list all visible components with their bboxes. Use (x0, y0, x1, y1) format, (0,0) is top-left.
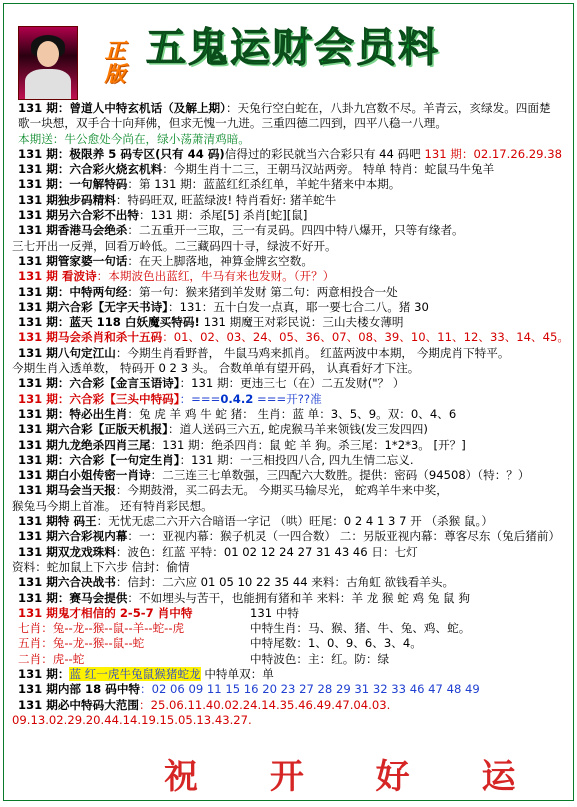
text-line (4, 361, 573, 376)
text-segment: 中特单双：单 (200, 666, 274, 681)
text-line (4, 698, 573, 713)
text-line (4, 560, 573, 575)
text-segment: ：一：亚视内幕：猴子机灵（一四合数） 二：另版亚视内幕：尊客尽东（兔后猪前） (127, 529, 561, 544)
page-title: 五鬼运财会员料 (146, 25, 440, 71)
text-segment: 131 期：六合彩火烧玄机料 (18, 162, 163, 177)
text-segment: 131 期：02.17.26.29.38 (424, 146, 562, 161)
text-segment: 中特尾数：1、0、9、6、3、4。 (250, 636, 422, 651)
text-segment: ：131 期：杀尾[5] 杀肖[蛇][鼠] (139, 208, 308, 223)
text-segment: 131 期香港马会绝杀 (18, 223, 128, 238)
text-segment: 131 期：六合彩【三头中特码】 (18, 391, 180, 406)
text-segment: 三七开出一反弹，回看万岭低。二三藏码四十寻，绿波不好开。 (12, 238, 337, 253)
text-segment: 中特波色：主：红。防：绿 (250, 651, 390, 666)
text-line (4, 407, 573, 422)
text-segment: ：第 131 期：蓝蓝红红杀红单，羊蛇牛猪来中本期。 (127, 177, 401, 192)
text-line (4, 269, 573, 284)
text-segment: 今期生肖入透单数， 特码开 0 2 3 头。 合数单单有望开码， 认真看好才下注。 (12, 361, 420, 376)
text-segment: ：今期生肖十二三，王朝马汉站两旁。 特单 特肖：蛇鼠马牛兔羊 (162, 162, 495, 177)
text-segment: 131 期魔王对彩民说：三山夫楼女薄明 (203, 315, 404, 330)
text-segment: ：兔 虎 羊 鸡 牛 蛇 猪： 生肖：蓝 单：3、5、9。双：0、4、6 (127, 406, 457, 421)
text-line (4, 545, 573, 560)
text-segment: ：131 期：更违三七（在）二五发财("？ ） (179, 376, 405, 391)
text-segment: 131 期：特必出生肖 (18, 406, 128, 421)
text-line (4, 499, 573, 514)
text-line (4, 346, 573, 361)
text-segment: 131 期：赛马会提供 (18, 590, 128, 605)
text-segment: 131 期：蓝天 118 白妖魔买特码! (18, 315, 204, 330)
text-segment: ：信封：二六应 01 05 10 22 35 44 来料：古角虹 欲钱看羊头。 (115, 575, 455, 590)
text-segment: 131 期：六合彩【金言玉语诗】 (18, 376, 180, 391)
text-segment: 131 期双龙戏珠料 (18, 544, 116, 559)
text-segment: ：二三连三七单数强，三四配六大数胜。提供：密码（94508）（特：？） (150, 468, 530, 483)
tail-lines (4, 667, 573, 728)
text-segment: 131 期：一句解特码 (18, 177, 128, 192)
text-line (4, 147, 573, 162)
text-line (4, 162, 573, 177)
text-segment: 七肖：兔--龙--猴--鼠--羊--蛇--虎 (18, 621, 185, 636)
text-segment: ：第一句：猴来猪到羊发财 第二句：两意相投合一处 (127, 284, 398, 299)
text-line (4, 636, 236, 651)
text-segment: 131 期鬼才相信的 2-5-7 肖中特 (18, 605, 193, 620)
text-segment: 131 期六合彩视内幕 (18, 529, 128, 544)
text-segment: 131 期六合彩【正版天机报】 (18, 422, 168, 437)
text-line (4, 529, 573, 544)
text-line (4, 392, 573, 407)
text-segment: 歌一块想，双手合十向拜佛，但求无愧一九进。三重四德二四到，四平八稳一八理。 (18, 116, 447, 131)
text-line (4, 591, 573, 606)
edition-badge: 正版 (104, 39, 126, 86)
text-line (4, 468, 573, 483)
text-segment: 二肖：虎--蛇 (18, 651, 85, 666)
text-segment: ：今期生肖看野普， 牛鼠马鸡来抓肖。 红蓝两波中本期， 今期虎肖下特平。 (115, 345, 510, 360)
text-segment: 131 期：曾道人中特玄机话（及解上期） (18, 101, 226, 115)
text-segment: 131 期管家婆一句话 (18, 253, 128, 268)
text-segment: ：131：五十白发一点真，耶一要七合二八。猪 30 (167, 299, 429, 314)
text-segment: 本期送：牛公愈处今尚在，绿小荡萧清鸡暗。 (18, 131, 250, 146)
text-line (4, 315, 573, 330)
text-segment: ：25.06.11.40.02.24.14.35.46.49.47.04.03. (139, 697, 391, 712)
text-line (4, 193, 573, 208)
handwritten-scribble: 祝 开 好 运 (164, 757, 546, 797)
text-line (4, 652, 236, 667)
text-segment: 131 中特 (250, 605, 300, 620)
text-line (4, 285, 573, 300)
text-segment: ：131 期：绝杀四肖：鼠 蛇 羊 狗。杀三尾：1*2*3。 [开？] (150, 437, 466, 452)
text-line (4, 376, 573, 391)
text-line (4, 239, 573, 254)
text-line (4, 254, 573, 269)
text-segment: 131 期八句定江山 (18, 345, 116, 360)
two-column-section (4, 606, 573, 667)
text-segment: 131 期：中特两句经 (18, 284, 128, 299)
text-line (236, 652, 573, 667)
text-segment: 猴兔马今期上首准。 还有特肖彩民想。 (12, 498, 213, 513)
text-line (4, 575, 573, 590)
text-segment: ：在天上脚落地，神算金牌玄空数。 (127, 253, 313, 268)
text-segment: 中特生肖：马、猴、猪、牛、兔、鸡、蛇。 (250, 621, 471, 636)
text-lines (4, 101, 573, 606)
text-segment: 131 期六合彩【无字天书诗】 (18, 299, 168, 314)
text-line (4, 713, 573, 728)
text-line (4, 453, 573, 468)
text-segment: ：天兔行空白蛇在，八卦九宫数不尽。羊青云，亥绿发。四面楚 (225, 101, 551, 115)
portrait-photo (18, 26, 78, 100)
text-segment: 131 期独步码精料 (18, 192, 116, 207)
text-segment: 信得过的彩民就当六合彩只有 44 码吧 (224, 146, 425, 161)
text-segment: 131 期特 码王 (18, 514, 97, 529)
text-line (4, 438, 573, 453)
text-line (4, 514, 573, 529)
text-segment: 资料：蛇加鼠上下六步 信封：偷情 (12, 559, 190, 574)
text-line (4, 116, 573, 131)
text-segment: 131 期：极限养 5 码专区(只有 44 码) (18, 146, 225, 161)
text-segment: ：二五重开一三取，三一有灵码。四四中特八爆开，只等有缘者。 (127, 223, 464, 238)
left-column (4, 606, 236, 667)
text-segment: 09.13.02.29.20.44.14.19.15.05.13.43.27. (12, 712, 252, 727)
text-segment: ：02 06 09 11 15 16 20 23 27 28 29 31 32 33 46 47 48 49 (140, 682, 480, 697)
text-segment: ===开??准 (253, 391, 322, 406)
text-line (4, 223, 573, 238)
text-segment: ：特码旺双, 旺蓝绿波! 特肖看好: 猪羊蛇牛 (115, 192, 337, 207)
text-segment: ：波色：红蓝 平特：01 02 12 24 27 31 43 46 日：七灯 (115, 544, 418, 559)
text-segment: 131 期九龙绝杀四肖三尾 (18, 437, 151, 452)
text-line (4, 132, 573, 147)
text-segment: ：无忧无虑二六开六合暗语一字记 （哄）旺尾：0 2 4 1 3 7 开 （杀猴 鼠。） (96, 514, 493, 529)
text-segment: 五肖：兔--龙--猴--鼠--蛇 (18, 636, 145, 651)
text-segment: ：131 期：一三相投四八合, 四九生情二忘义. (179, 452, 414, 467)
text-segment: ：道人送码三六五, 蛇虎猴马羊来领钱(发三发四四) (167, 422, 428, 437)
text-line (236, 636, 573, 651)
text-segment: 0.4.2 (220, 391, 254, 406)
text-line (4, 101, 573, 116)
text-line (4, 483, 573, 498)
text-line (4, 330, 573, 345)
text-segment: 131 期白小姐传密一肖诗 (18, 468, 151, 483)
text-line (236, 606, 573, 621)
text-segment: 131 期马会杀肖和杀十五码 (18, 330, 163, 345)
document-page (3, 3, 574, 801)
header (4, 4, 573, 99)
portrait-face (37, 41, 59, 67)
text-segment: 131 期六合决战书 (18, 575, 116, 590)
text-line (4, 208, 573, 223)
text-segment: ：不如埋头与苦干，也能拥有猪和羊 来料：羊 龙 猴 蛇 鸡 兔 鼠 狗 (127, 590, 470, 605)
text-segment: 131 期必中特码大范围 (18, 697, 139, 712)
text-segment: 蓝 红一虎牛兔鼠猴猪蛇龙 (69, 666, 201, 681)
text-segment: 131 期：六合彩【一句定生肖】 (18, 452, 180, 467)
text-line (4, 422, 573, 437)
content-list (4, 101, 573, 728)
text-segment: 131 期： (18, 666, 70, 681)
text-segment: 131 期内部 18 码中特 (18, 682, 141, 697)
text-segment: ：本期波色出蓝红，牛马有来也发财。（开？） (96, 269, 335, 284)
text-line (4, 682, 573, 697)
text-segment: 131 期 看波诗 (18, 269, 97, 284)
text-segment: ：=== (179, 391, 221, 406)
text-segment: 131 期另六合彩不出特 (18, 208, 139, 223)
text-line (4, 606, 236, 621)
text-line (236, 621, 573, 636)
text-line (4, 300, 573, 315)
text-segment: 131 期马会当天报 (18, 483, 116, 498)
text-line (4, 177, 573, 192)
text-segment: ：今期鼓滑，买二码去无。 今期买马输尽光， 蛇鸡羊牛来中奖， (115, 483, 448, 498)
right-column (236, 606, 573, 667)
portrait-body (25, 69, 71, 99)
text-segment: ：01、02、03、24、05、36、07、08、39、10、11、12、33、14、45。 (162, 330, 569, 345)
text-line (4, 667, 573, 682)
text-line (4, 621, 236, 636)
